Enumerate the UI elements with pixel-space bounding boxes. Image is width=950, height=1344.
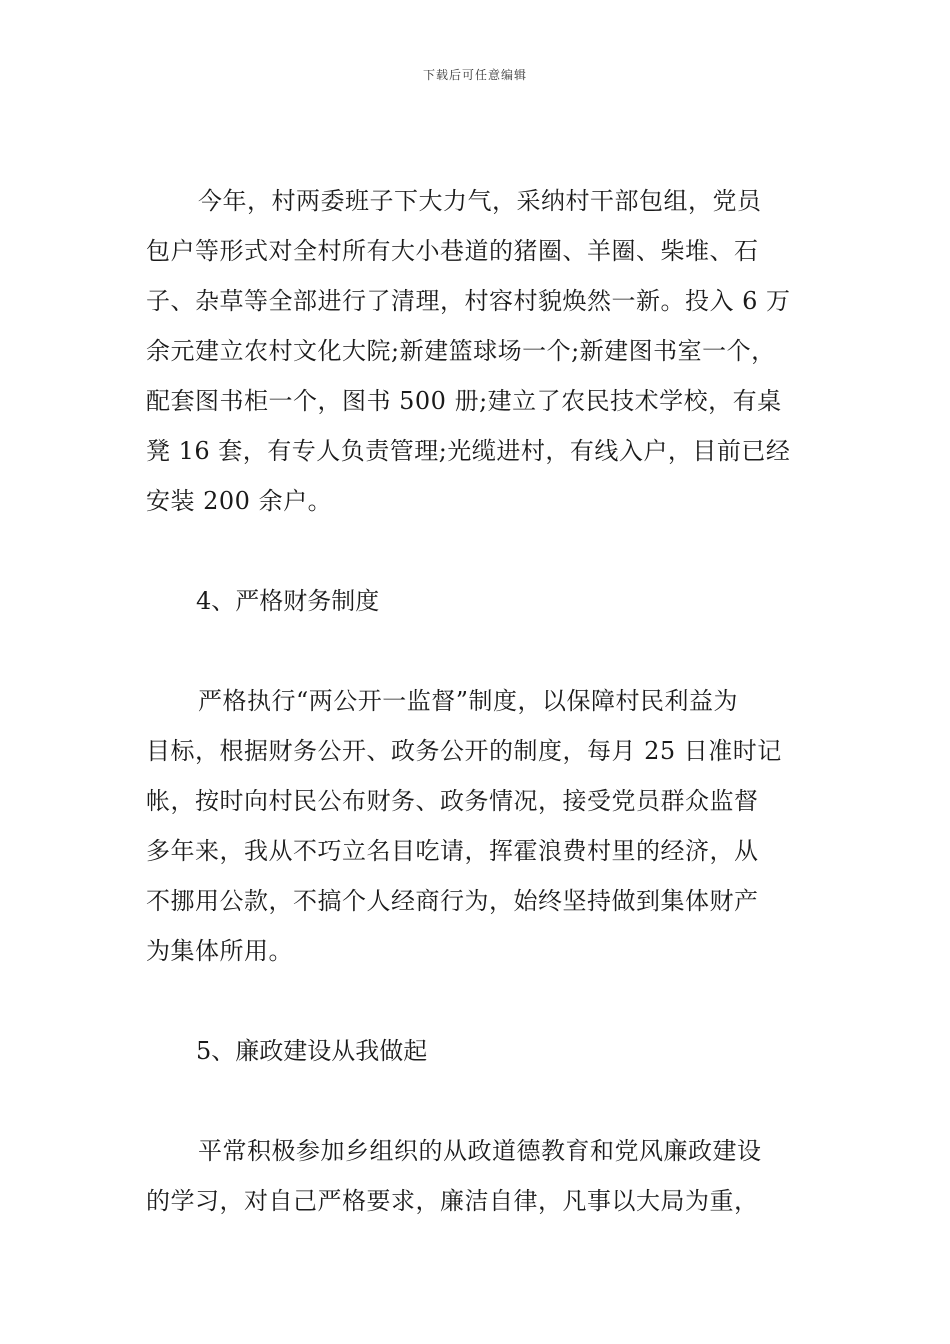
document-body	[146, 176, 806, 1226]
paragraph-line: 严格执行“两公开一监督”制度，以保障村民利益为	[198, 687, 739, 715]
paragraph-line: 安装 200 余户。	[146, 487, 333, 515]
paragraph-finance	[146, 676, 806, 976]
paragraph-line: 余元建立农村文化大院;新建篮球场一个;新建图书室一个，	[146, 337, 776, 365]
paragraph-village-improvement	[146, 176, 806, 526]
spacer	[146, 976, 806, 1026]
paragraph-line: 目标，根据财务公开、政务公开的制度，每月 25 日准时记	[146, 737, 782, 765]
page-header: 下载后可任意编辑	[422, 68, 527, 82]
paragraph-line: 的学习，对自己严格要求，廉洁自律，凡事以大局为重，	[146, 1187, 759, 1215]
paragraph-line: 配套图书柜一个，图书 500 册;建立了农民技术学校，有桌	[146, 387, 782, 415]
section-heading-finance: 4、严格财务制度	[196, 587, 380, 615]
section-heading-integrity: 5、廉政建设从我做起	[196, 1037, 428, 1065]
paragraph-line: 为集体所用。	[146, 937, 293, 965]
paragraph-line: 不挪用公款，不搞个人经商行为，始终坚持做到集体财产	[146, 887, 759, 915]
paragraph-line: 帐，按时向村民公布财务、政务情况，接受党员群众监督	[146, 787, 759, 815]
paragraph-line: 子、杂草等全部进行了清理，村容村貌焕然一新。投入 6 万	[146, 287, 791, 315]
paragraph-line: 包户等形式对全村所有大小巷道的猪圈、羊圈、柴堆、石	[146, 237, 759, 265]
paragraph-integrity	[146, 1126, 806, 1226]
paragraph-line: 凳 16 套，有专人负责管理;光缆进村，有线入户，目前已经	[146, 437, 791, 465]
spacer	[146, 626, 806, 676]
spacer	[146, 526, 806, 576]
spacer	[146, 1076, 806, 1126]
paragraph-line: 今年，村两委班子下大力气，采纳村干部包组，党员	[198, 187, 762, 215]
paragraph-line: 平常积极参加乡组织的从政道德教育和党风廉政建设	[198, 1137, 762, 1165]
paragraph-line: 多年来，我从不巧立名目吃请，挥霍浪费村里的经济，从	[146, 837, 759, 865]
